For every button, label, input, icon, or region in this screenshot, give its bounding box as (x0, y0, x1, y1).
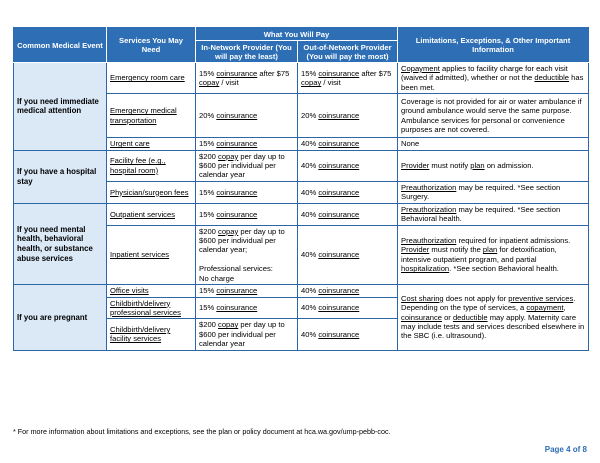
table-row (14, 285, 589, 297)
out-of-network-cost-cell (298, 297, 398, 319)
defined-term: deductible (534, 73, 570, 83)
text-segment: applies to facility charge for each visit (waived if admitted), whether or not the (401, 64, 568, 83)
medical-event-cell: If you need immediate medical attention (14, 63, 107, 151)
header-out-of-network: Out-of-Network Provider (You will pay the most) (298, 41, 398, 63)
text-segment: 15% (199, 68, 217, 78)
text-segment: 40% (301, 250, 319, 260)
text-segment: may be required. *See section Behavioral health. (401, 204, 561, 224)
limitations-cell (398, 138, 589, 150)
defined-term: coinsurance (318, 139, 360, 149)
service-cell (107, 63, 196, 94)
text-segment: per day up to $600 per individual per calendar year; (199, 226, 285, 255)
limitations-cell (398, 203, 589, 225)
in-network-cost-cell (196, 181, 298, 203)
defined-term: coinsurance (318, 250, 360, 260)
in-network-cost-cell (196, 225, 298, 284)
text-segment: per day up to $600 per individual per calendar year (199, 151, 285, 180)
defined-term: coinsurance (318, 111, 360, 121)
defined-term: copay (218, 151, 239, 161)
text-segment: $200 (199, 226, 219, 236)
defined-term: coinsurance (318, 303, 360, 313)
text-segment: . Depending on the type of services, a (401, 293, 576, 313)
out-of-network-cost-cell (298, 285, 398, 297)
defined-term: plan (482, 245, 498, 255)
defined-term: coinsurance (216, 303, 258, 313)
header-what-you-will-pay: What You Will Pay (196, 28, 398, 41)
defined-term: coinsurance (318, 209, 360, 219)
limitations-cell (398, 150, 589, 181)
text-segment: 15% (199, 209, 217, 219)
text-segment: on admission. (484, 161, 534, 171)
service-cell (107, 285, 196, 297)
service-cell (107, 297, 196, 319)
defined-term: coinsurance (216, 187, 258, 197)
in-network-cost-cell (196, 138, 298, 150)
text-segment: 15% (199, 187, 217, 197)
defined-term: copay (199, 78, 220, 88)
text-segment: None (401, 139, 420, 149)
table-row (14, 203, 589, 225)
service-cell (107, 181, 196, 203)
service-name: Physician/surgeon fees (110, 187, 189, 197)
in-network-cost-cell (196, 319, 298, 350)
limitations-cell (398, 225, 589, 284)
service-cell (107, 203, 196, 225)
defined-term: coinsurance (216, 68, 258, 78)
text-segment: $200 (199, 151, 219, 161)
service-name: Childbirth/delivery facility services (110, 325, 171, 344)
limitations-cell (398, 181, 589, 203)
defined-term: Preauthorization (401, 236, 457, 246)
out-of-network-cost-cell (298, 150, 398, 181)
text-segment: Professional services: (199, 264, 273, 274)
text-segment: after $75 (359, 68, 392, 78)
out-of-network-cost-cell (298, 63, 398, 94)
in-network-cost-cell (196, 297, 298, 319)
text-segment: does not apply for (443, 293, 509, 303)
defined-term: copay (218, 226, 239, 236)
table-row (14, 150, 589, 181)
text-segment: per day up to $600 per individual per calendar year (199, 320, 285, 349)
text-segment: 40% (301, 139, 319, 149)
text-segment: 40% (301, 286, 319, 296)
defined-term: Preauthorization (401, 182, 457, 192)
text-segment: or (441, 312, 453, 322)
defined-term: coinsurance (318, 161, 360, 171)
medical-event-cell: If you need mental health, behavioral health, or substance abuse services (14, 203, 107, 284)
text-segment: , (563, 303, 566, 313)
out-of-network-cost-cell (298, 203, 398, 225)
text-segment: for detoxification, intensive outpatient program, and partial (401, 245, 557, 264)
defined-term: copayment (526, 303, 564, 313)
in-network-cost-cell (196, 94, 298, 138)
in-network-cost-cell (196, 285, 298, 297)
text-segment: may apply. Maternity care may include tests and services described elsewhere in the SBC (i.e. ultrasound). (401, 312, 585, 341)
text-segment: No charge (199, 273, 235, 283)
defined-term: coinsurance (401, 312, 442, 322)
text-segment: may be required. *See section Surgery. (401, 182, 561, 202)
header-services: Services You May Need (107, 28, 196, 63)
service-name: Office visits (110, 286, 149, 296)
in-network-cost-cell (196, 63, 298, 94)
service-name: Emergency medical transportation (110, 106, 177, 125)
service-cell (107, 319, 196, 350)
medical-event-cell: If you have a hospital stay (14, 150, 107, 203)
benefits-table (13, 27, 589, 351)
limitations-cell (398, 63, 589, 94)
page-number: Page 4 of 8 (544, 445, 587, 454)
text-segment: 20% (199, 111, 217, 121)
defined-term: coinsurance (318, 68, 360, 78)
defined-term: Provider (401, 161, 430, 171)
limitations-cell (398, 285, 589, 350)
text-segment: 40% (301, 329, 319, 339)
defined-term: plan (470, 161, 485, 171)
table-body (14, 63, 589, 351)
text-segment: must notify (429, 161, 471, 171)
service-name: Inpatient services (110, 250, 170, 260)
text-segment: 40% (301, 303, 319, 313)
text-segment: after $75 (257, 68, 290, 78)
service-name: Emergency room care (110, 73, 185, 83)
text-segment: 15% (199, 286, 217, 296)
text-segment: / visit (219, 78, 239, 88)
defined-term: coinsurance (318, 286, 360, 296)
service-name: Outpatient services (110, 209, 175, 219)
defined-term: copay (218, 320, 239, 330)
out-of-network-cost-cell (298, 138, 398, 150)
text-segment: required for inpatient admissions. (456, 236, 571, 246)
text-segment: has been met. (401, 73, 584, 92)
footnote: * For more information about limitations and exceptions, see the plan or policy document at hca.wa.gov/ump-pebb-coc. (13, 427, 391, 436)
text-segment: . *See section Behavioral health. (449, 264, 559, 274)
text-segment: 40% (301, 187, 319, 197)
defined-term: coinsurance (216, 139, 258, 149)
out-of-network-cost-cell (298, 319, 398, 350)
text-segment: 20% (301, 111, 319, 121)
defined-term: preventive services (508, 293, 574, 303)
text-segment: 15% (199, 303, 217, 313)
defined-term: coinsurance (216, 209, 258, 219)
text-segment: / visit (321, 78, 341, 88)
text-segment: 15% (199, 139, 217, 149)
service-cell (107, 94, 196, 138)
defined-term: coinsurance (318, 329, 360, 339)
defined-term: hospitalization (401, 264, 450, 274)
text-segment: 15% (301, 68, 319, 78)
text-segment: must notify the (429, 245, 483, 255)
limitations-cell (398, 94, 589, 138)
defined-term: Provider (401, 245, 430, 255)
medical-event-cell: If you are pregnant (14, 285, 107, 350)
in-network-cost-cell (196, 150, 298, 181)
text-segment: $200 (199, 320, 219, 330)
service-cell (107, 225, 196, 284)
service-cell (107, 150, 196, 181)
table-row (14, 63, 589, 94)
defined-term: Copayment (401, 64, 440, 73)
defined-term: Preauthorization (401, 204, 457, 214)
header-in-network: In-Network Provider (You will pay the least) (196, 41, 298, 63)
defined-term: deductible (452, 312, 488, 322)
header-limitations: Limitations, Exceptions, & Other Important Information (398, 28, 589, 63)
text-segment: 40% (301, 209, 319, 219)
defined-term: coinsurance (318, 187, 360, 197)
in-network-cost-cell (196, 203, 298, 225)
defined-term: copay (301, 78, 322, 88)
out-of-network-cost-cell (298, 94, 398, 138)
defined-term: Cost sharing (401, 293, 444, 303)
service-name: Urgent care (110, 139, 150, 149)
text-segment: Coverage is not provided for air or water ambulance if ground ambulance would serve the same purpose. Ambulance services for personal or convenience purposes are not covered. (401, 96, 582, 135)
out-of-network-cost-cell (298, 225, 398, 284)
defined-term: coinsurance (216, 286, 258, 296)
header-common-medical-event: Common Medical Event (14, 28, 107, 63)
defined-term: coinsurance (216, 111, 258, 121)
service-name: Facility fee (e.g., hospital room) (110, 156, 166, 175)
service-cell (107, 138, 196, 150)
text-segment: 40% (301, 161, 319, 171)
out-of-network-cost-cell (298, 181, 398, 203)
service-name: Childbirth/delivery professional services (110, 298, 181, 317)
